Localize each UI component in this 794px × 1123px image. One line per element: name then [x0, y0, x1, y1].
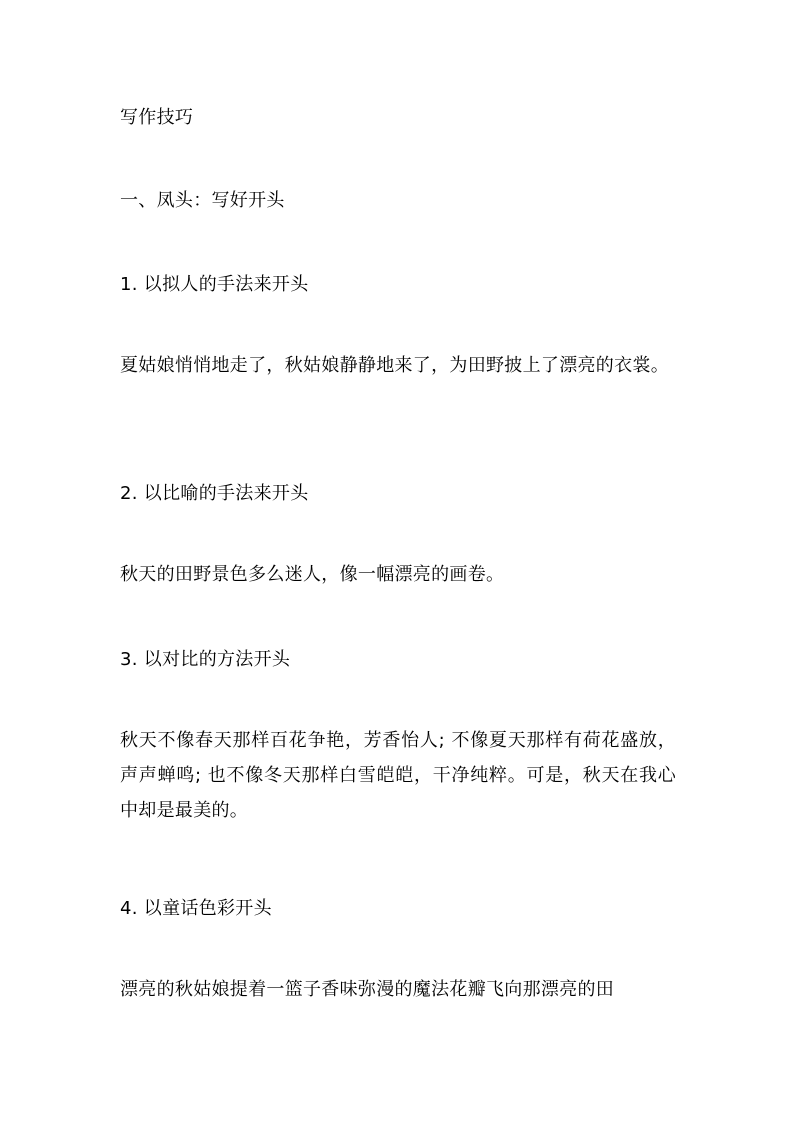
example-personification: 夏姑娘悄悄地走了，秋姑娘静静地来了，为田野披上了漂亮的衣裳。	[120, 355, 669, 376]
example-metaphor: 秋天的田野景色多么迷人，像一幅漂亮的画卷。	[120, 564, 505, 585]
item-heading-contrast: 3. 以对比的方法开头	[120, 649, 291, 670]
section-heading-opening: 一、凤头：写好开头	[120, 190, 285, 211]
item-heading-metaphor: 2. 以比喻的手法来开头	[120, 483, 309, 504]
document-title: 写作技巧	[120, 107, 194, 128]
item-heading-fairytale: 4. 以童话色彩开头	[120, 898, 272, 919]
example-contrast: 秋天不像春天那样百花争艳，芳香怡人; 不像夏天那样有荷花盛放，声声蝉鸣; 也不像冬天那样白雪皑皑，干净纯粹。可是，秋天在我心中却是最美的。	[120, 730, 676, 821]
item-heading-personification: 1. 以拟人的手法来开头	[120, 274, 309, 295]
example-fairytale: 漂亮的秋姑娘提着一篮子香味弥漫的魔法花瓣飞向那漂亮的田	[120, 979, 615, 1000]
